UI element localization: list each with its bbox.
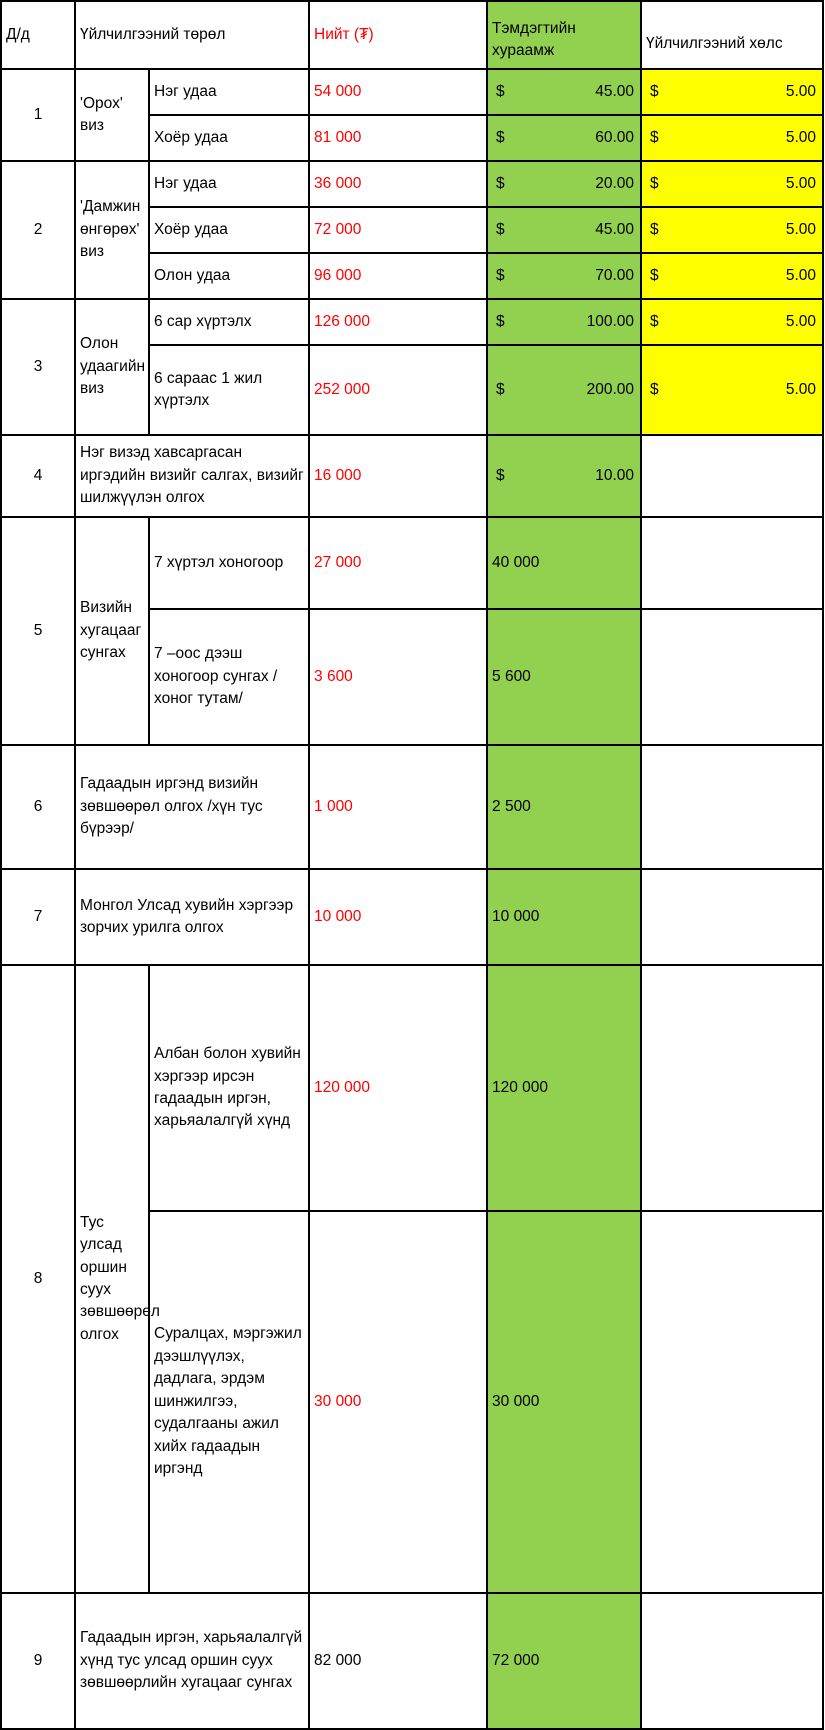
- service-fee-cell: [641, 1211, 823, 1593]
- service-subtype: Нэг удаа: [149, 69, 309, 115]
- service-group: Олон удаагийн виз: [75, 299, 149, 435]
- service-fee-amount: 5.00: [785, 380, 817, 398]
- total-amount: 252 000: [309, 345, 487, 435]
- stamp-duty-cell: [487, 161, 641, 207]
- service-fee-amount: 5.00: [785, 220, 817, 238]
- service-subtype: Хоёр удаа: [149, 115, 309, 161]
- service-group: 'Орох' виз: [75, 69, 149, 161]
- table-row: [1, 517, 823, 609]
- stamp-duty-cell: [487, 207, 641, 253]
- total-amount: 36 000: [309, 161, 487, 207]
- table-row: [1, 745, 823, 869]
- service-fee-amount: 5.00: [785, 128, 817, 146]
- service-subtype: Олон удаа: [149, 253, 309, 299]
- currency-symbol: $: [496, 128, 505, 146]
- currency-symbol: $: [496, 312, 505, 330]
- total-amount: 72 000: [309, 207, 487, 253]
- service-description: Монгол Улсад хувийн хэргээр зорчих урилга олгох: [75, 869, 309, 965]
- service-fee-cell: [641, 161, 823, 207]
- total-amount: 126 000: [309, 299, 487, 345]
- stamp-duty-cell: [487, 69, 641, 115]
- row-number: 3: [1, 299, 75, 435]
- stamp-duty-amount: 100.00: [586, 312, 635, 330]
- currency-symbol: $: [650, 266, 659, 284]
- currency-symbol: $: [650, 380, 659, 398]
- header-service-type: Үйлчилгээний төрөл: [75, 1, 309, 69]
- total-amount: 96 000: [309, 253, 487, 299]
- service-fee-cell: [641, 345, 823, 435]
- service-fee-cell: [641, 517, 823, 609]
- currency-symbol: $: [650, 174, 659, 192]
- stamp-duty-amount: 200.00: [586, 380, 635, 398]
- currency-symbol: $: [496, 174, 505, 192]
- total-amount: 16 000: [309, 435, 487, 517]
- currency-symbol: $: [496, 220, 505, 238]
- service-description: Нэг визэд хавсаргасан иргэдийн визийг салгах, визийг шилжүүлэн олгох: [75, 435, 309, 517]
- table-row: [1, 435, 823, 517]
- service-fee-cell: [641, 299, 823, 345]
- table-row: [1, 161, 823, 207]
- currency-symbol: $: [650, 312, 659, 330]
- stamp-duty-amount: 5 600: [487, 609, 641, 745]
- row-number: 1: [1, 69, 75, 161]
- stamp-duty-amount: 72 000: [487, 1593, 641, 1729]
- row-number: 6: [1, 745, 75, 869]
- header-stamp-duty: Тэмдэгтийн хураамж: [487, 1, 641, 69]
- service-subtype: 6 сараас 1 жил хүртэлх: [149, 345, 309, 435]
- stamp-duty-cell: [487, 435, 641, 517]
- service-group: Визийн хугацааг сунгах: [75, 517, 149, 745]
- service-fee-amount: 5.00: [785, 82, 817, 100]
- stamp-duty-amount: 20.00: [595, 174, 635, 192]
- service-subtype: 6 сар хүртэлх: [149, 299, 309, 345]
- service-subtype: Албан болон хувийн хэргээр ирсэн гадаадын иргэн, харьяалалгүй хүнд: [149, 965, 309, 1211]
- total-amount: 82 000: [309, 1593, 487, 1729]
- service-description: Гадаадын иргэн, харьяалалгүй хүнд тус улсад оршин суух зөвшөөрлийн хугацааг сунгах: [75, 1593, 309, 1729]
- stamp-duty-amount: 40 000: [487, 517, 641, 609]
- stamp-duty-cell: [487, 299, 641, 345]
- total-amount: 120 000: [309, 965, 487, 1211]
- total-amount: 30 000: [309, 1211, 487, 1593]
- table-row: [1, 869, 823, 965]
- service-description: Гадаадын иргэнд визийн зөвшөөрөл олгох /хүн тус бүрээр/: [75, 745, 309, 869]
- service-subtype: Нэг удаа: [149, 161, 309, 207]
- stamp-duty-amount: 120 000: [487, 965, 641, 1211]
- total-amount: 1 000: [309, 745, 487, 869]
- service-subtype: 7 хүртэл хоногоор: [149, 517, 309, 609]
- stamp-duty-cell: [487, 253, 641, 299]
- service-group: 'Дамжин өнгөрөх' виз: [75, 161, 149, 299]
- currency-symbol: $: [496, 266, 505, 284]
- service-fee-cell: [641, 965, 823, 1211]
- row-number: 9: [1, 1593, 75, 1729]
- total-amount: 3 600: [309, 609, 487, 745]
- service-fee-amount: 5.00: [785, 312, 817, 330]
- service-subtype: Суралцах, мэргэжил дээшлүүлэх, дадлага, эрдэм шинжилгээ, судалгааны ажил хийх гадаадын иргэнд: [149, 1211, 309, 1593]
- table-row: [1, 69, 823, 115]
- service-group: Тус улсад оршин суух зөвшөөрөл олгох: [75, 965, 149, 1593]
- table-row: [1, 299, 823, 345]
- row-number: 8: [1, 965, 75, 1593]
- stamp-duty-cell: [487, 115, 641, 161]
- header-total: Нийт (₮): [309, 1, 487, 69]
- stamp-duty-amount: 45.00: [595, 82, 635, 100]
- currency-symbol: $: [496, 466, 505, 484]
- service-fee-cell: [641, 69, 823, 115]
- stamp-duty-cell: [487, 345, 641, 435]
- service-fee-cell: [641, 869, 823, 965]
- table-row: [1, 965, 823, 1211]
- total-amount: 81 000: [309, 115, 487, 161]
- total-amount: 54 000: [309, 69, 487, 115]
- total-amount: 10 000: [309, 869, 487, 965]
- stamp-duty-amount: 60.00: [595, 128, 635, 146]
- stamp-duty-amount: 45.00: [595, 220, 635, 238]
- currency-symbol: $: [496, 82, 505, 100]
- row-number: 4: [1, 435, 75, 517]
- service-fee-cell: [641, 253, 823, 299]
- service-fee-cell: [641, 1593, 823, 1729]
- service-subtype: Хоёр удаа: [149, 207, 309, 253]
- currency-symbol: $: [496, 380, 505, 398]
- header-no: Д/д: [1, 1, 75, 69]
- header-service-fee: Үйлчилгээний хөлс: [641, 1, 823, 69]
- total-amount: 27 000: [309, 517, 487, 609]
- stamp-duty-amount: 2 500: [487, 745, 641, 869]
- currency-symbol: $: [650, 82, 659, 100]
- service-fee-cell: [641, 115, 823, 161]
- header-row: [1, 1, 823, 69]
- service-subtype: 7 –оос дээш хоногоор сунгах /хоног тутам/: [149, 609, 309, 745]
- service-fee-cell: [641, 609, 823, 745]
- row-number: 5: [1, 517, 75, 745]
- row-number: 2: [1, 161, 75, 299]
- table-row: [1, 1593, 823, 1729]
- currency-symbol: $: [650, 220, 659, 238]
- service-fee-cell: [641, 435, 823, 517]
- stamp-duty-amount: 10.00: [595, 466, 635, 484]
- stamp-duty-amount: 30 000: [487, 1211, 641, 1593]
- service-fee-cell: [641, 207, 823, 253]
- stamp-duty-amount: 10 000: [487, 869, 641, 965]
- stamp-duty-amount: 70.00: [595, 266, 635, 284]
- service-fee-amount: 5.00: [785, 266, 817, 284]
- row-number: 7: [1, 869, 75, 965]
- service-fee-amount: 5.00: [785, 174, 817, 192]
- currency-symbol: $: [650, 128, 659, 146]
- service-fee-cell: [641, 745, 823, 869]
